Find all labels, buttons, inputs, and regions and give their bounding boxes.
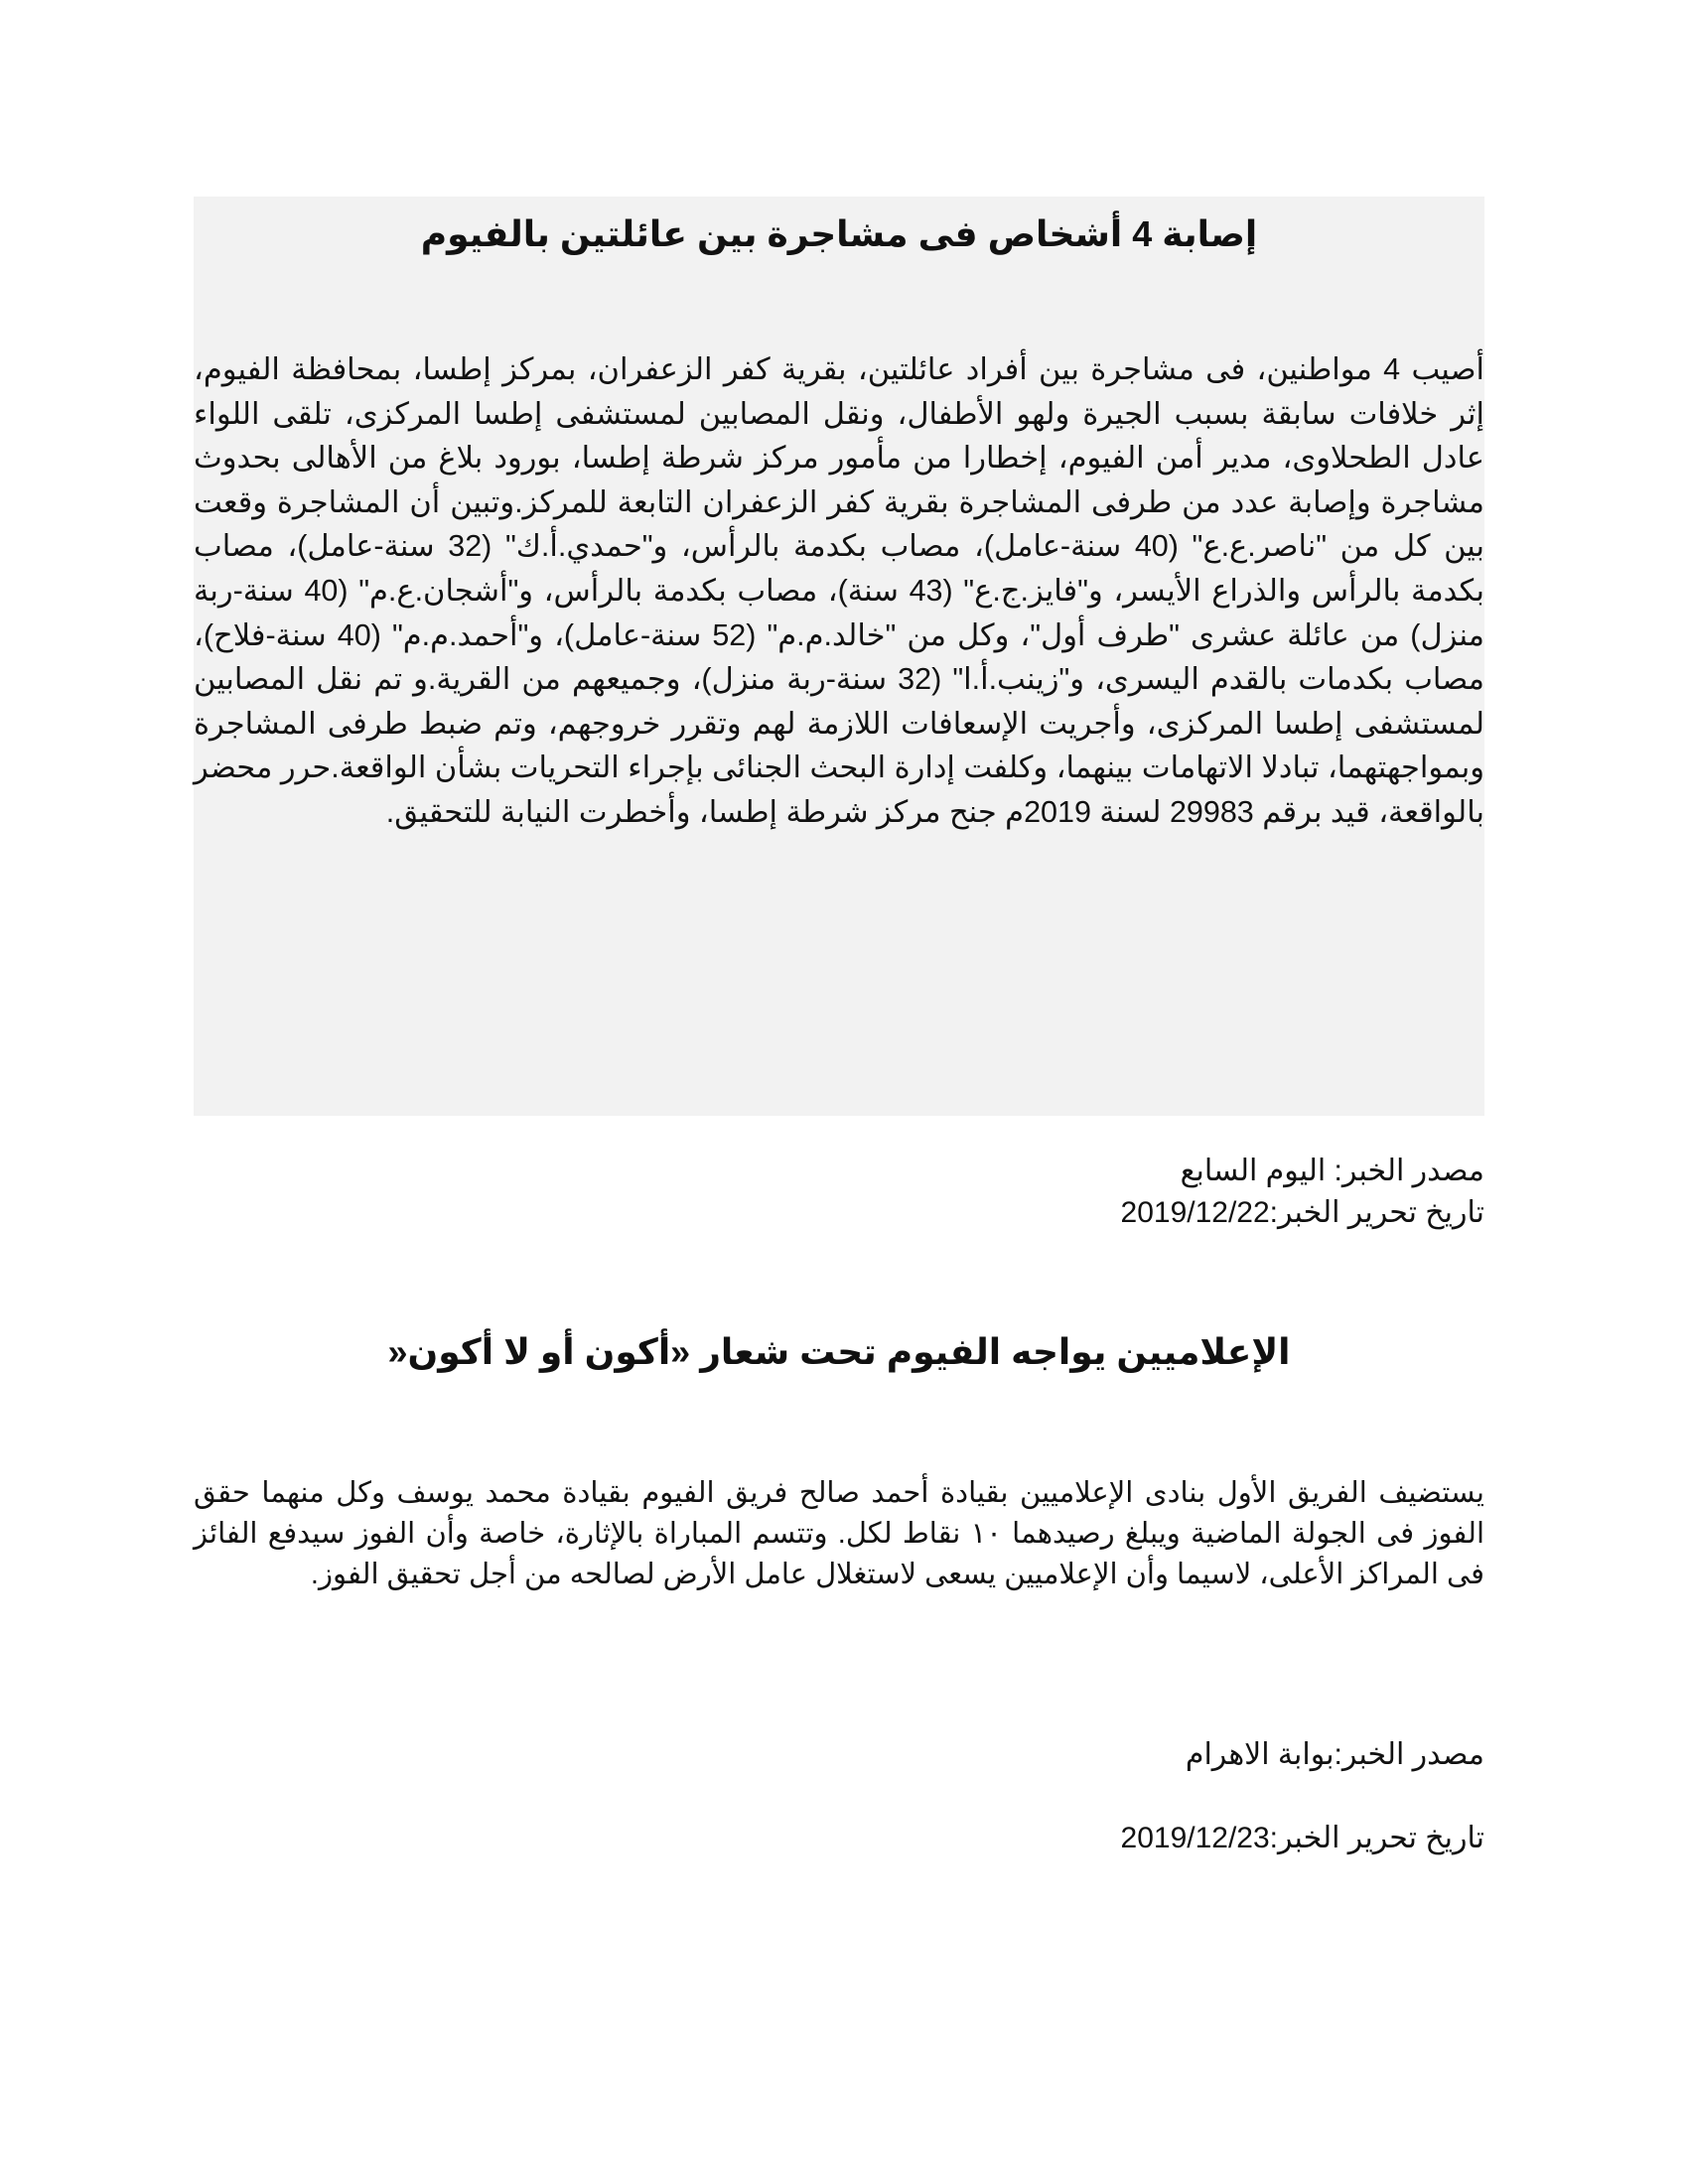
- date-value: 2019/12/23: [1120, 1822, 1270, 1854]
- article-date: [194, 1193, 1484, 1233]
- article-body: يستضيف الفريق الأول بنادى الإعلاميين بقيادة أحمد صالح فريق الفيوم بقيادة محمد يوسف وكل منهما حقق الفوز فى الجولة الماضية ويبلغ رصيدهما ١٠ نقاط لكل. وتتسم المباراة بالإثارة، خاصة وأن الفوز سيدفع الفائز فى المراكز الأعلى، لاسيما وأن الإعلاميين يسعى لاستغلال عامل الأرض لصالحه من أجل تحقيق الفوز.: [194, 1477, 1484, 1590]
- article-source: مصدر الخبر:بوابة الاهرام: [1185, 1738, 1484, 1771]
- article-body: أصيب 4 مواطنين، فى مشاجرة بين أفراد عائلتين، بقرية كفر الزعفران، بمركز إطسا، بمحافظة الفيوم، إثر خلافات سابقة بسبب الجيرة ولهو الأطفال، ونقل المصابين لمستشفى إطسا المركزى، تلقى اللواء عادل الطحلاوى، مدير أمن الفيوم، إخطارا من مأمور مركز شرطة إطسا، بورود بلاغ من الأهالى بحدوث مشاجرة وإصابة عدد من طرفى المشاجرة بقرية كفر الزعفران التابعة للمركز.وتبين أن المشاجرة وقعت بين كل من "ناصر.ع.ع" (40 سنة-عامل)، مصاب بكدمة بالرأس، و"حمدي.أ.ك" (32 سنة-عامل)، مصاب بكدمة بالرأس والذراع الأيسر، و"فايز.ج.ع" (43 سنة)، مصاب بكدمة بالرأس، و"أشجان.ع.م" (40 سنة-ربة منزل) من عائلة عشرى "طرف أول"، وكل من "خالد.م.م" (52 سنة-عامل)، و"أحمد.م.م" (40 سنة-فلاح)، مصاب بكدمات بالقدم اليسرى، و"زينب.أ.ا" (32 سنة-ربة منزل)، وجميعهم من القرية.و تم نقل المصابين لمستشفى إطسا المركزى، وأجريت الإسعافات اللازمة لهم وتقرر خروجهم، وتم ضبط طرفى المشاجرة وبمواجهتهما، تبادلا الاتهامات بينهما، وكلفت إدارة البحث الجنائى بإجراء التحريات بشأن الواقعة.حرر محضر بالواقعة، قيد برقم 29983 لسنة 2019م جنح مركز شرطة إطسا، وأخطرت النيابة للتحقيق.: [194, 352, 1484, 829]
- article-headline: إصابة 4 أشخاص فى مشاجرة بين عائلتين بالفيوم: [420, 213, 1258, 254]
- article-source: مصدر الخبر: اليوم السابع: [1180, 1155, 1484, 1187]
- date-label: تاريخ تحرير الخبر:: [1269, 1196, 1484, 1229]
- article-media-match: [194, 1291, 1484, 1595]
- article-headline: الإعلاميين يواجه الفيوم تحت شعار «أكون أو لا أكون«: [387, 1331, 1291, 1372]
- article-date: [194, 1819, 1484, 1858]
- date-label: تاريخ تحرير الخبر:: [1269, 1822, 1484, 1854]
- date-value: 2019/12/22: [1120, 1196, 1270, 1229]
- article-fayoum-fight: [194, 197, 1484, 1116]
